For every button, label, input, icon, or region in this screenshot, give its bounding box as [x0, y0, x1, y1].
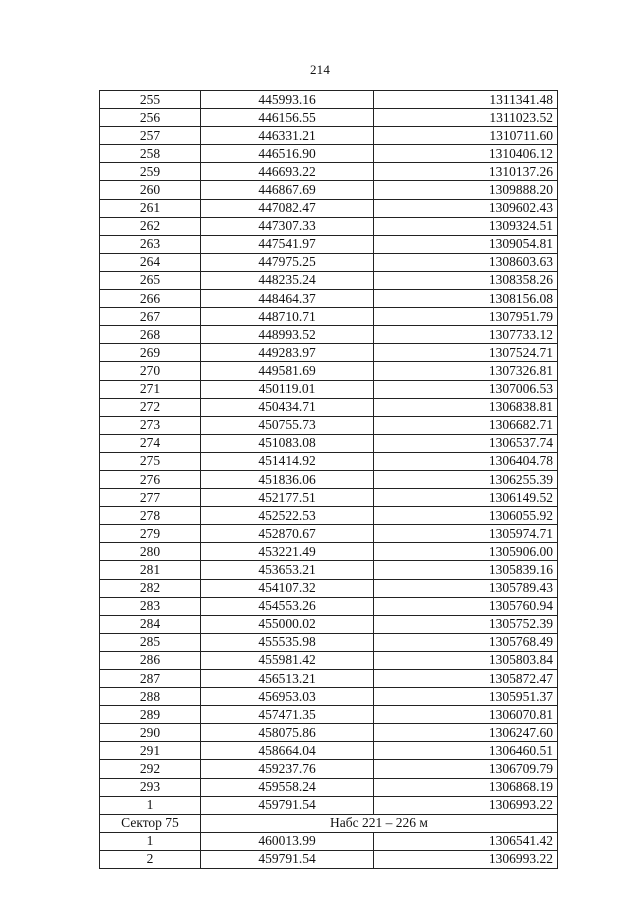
point-number-cell: 258: [100, 145, 201, 163]
y-coordinate-cell: 1305752.39: [374, 615, 558, 633]
y-coordinate-cell: 1306993.22: [374, 850, 558, 868]
x-coordinate-cell: 452522.53: [201, 507, 374, 525]
x-coordinate-cell: 446516.90: [201, 145, 374, 163]
table-row: [100, 561, 558, 579]
point-number-cell: 265: [100, 271, 201, 289]
table-row: [100, 217, 558, 235]
table-row: [100, 670, 558, 688]
x-coordinate-cell: 448710.71: [201, 308, 374, 326]
x-coordinate-cell: 449283.97: [201, 344, 374, 362]
y-coordinate-cell: 1305803.84: [374, 651, 558, 669]
point-number-cell: 266: [100, 290, 201, 308]
y-coordinate-cell: 1307733.12: [374, 326, 558, 344]
table-row: [100, 127, 558, 145]
y-coordinate-cell: 1306868.19: [374, 778, 558, 796]
point-number-cell: 288: [100, 688, 201, 706]
table-row: [100, 832, 558, 850]
table-row: [100, 308, 558, 326]
x-coordinate-cell: 450119.01: [201, 380, 374, 398]
point-number-cell: 255: [100, 91, 201, 109]
point-number-cell: 281: [100, 561, 201, 579]
table-row: [100, 507, 558, 525]
x-coordinate-cell: 445993.16: [201, 91, 374, 109]
table-row: [100, 235, 558, 253]
x-coordinate-cell: 452177.51: [201, 489, 374, 507]
y-coordinate-cell: 1306070.81: [374, 706, 558, 724]
table-row: [100, 109, 558, 127]
table-row: [100, 489, 558, 507]
coordinates-table: [99, 90, 558, 869]
y-coordinate-cell: 1309324.51: [374, 217, 558, 235]
point-number-cell: 272: [100, 398, 201, 416]
table-row: [100, 380, 558, 398]
table-row: [100, 181, 558, 199]
x-coordinate-cell: 455981.42: [201, 651, 374, 669]
table-row: [100, 470, 558, 488]
y-coordinate-cell: 1309888.20: [374, 181, 558, 199]
x-coordinate-cell: 458664.04: [201, 742, 374, 760]
table-row: [100, 398, 558, 416]
y-coordinate-cell: 1305789.43: [374, 579, 558, 597]
point-number-cell: 289: [100, 706, 201, 724]
point-number-cell: 283: [100, 597, 201, 615]
table-row: [100, 525, 558, 543]
table-row: [100, 452, 558, 470]
table-row: [100, 706, 558, 724]
point-number-cell: 286: [100, 651, 201, 669]
x-coordinate-cell: 452870.67: [201, 525, 374, 543]
table-row: [100, 760, 558, 778]
point-number-cell: 1: [100, 796, 201, 814]
table-row: [100, 597, 558, 615]
table-row: [100, 688, 558, 706]
table-row: [100, 91, 558, 109]
point-number-cell: 259: [100, 163, 201, 181]
y-coordinate-cell: 1307524.71: [374, 344, 558, 362]
section-label: Сектор 75: [100, 814, 201, 832]
y-coordinate-cell: 1309602.43: [374, 199, 558, 217]
y-coordinate-cell: 1310711.60: [374, 127, 558, 145]
x-coordinate-cell: 451083.08: [201, 434, 374, 452]
point-number-cell: 290: [100, 724, 201, 742]
table-row: [100, 199, 558, 217]
point-number-cell: 282: [100, 579, 201, 597]
y-coordinate-cell: 1309054.81: [374, 235, 558, 253]
x-coordinate-cell: 457471.35: [201, 706, 374, 724]
x-coordinate-cell: 460013.99: [201, 832, 374, 850]
point-number-cell: 261: [100, 199, 201, 217]
point-number-cell: 291: [100, 742, 201, 760]
point-number-cell: 280: [100, 543, 201, 561]
point-number-cell: 1: [100, 832, 201, 850]
table-row: [100, 434, 558, 452]
point-number-cell: 269: [100, 344, 201, 362]
point-number-cell: 293: [100, 778, 201, 796]
point-number-cell: 257: [100, 127, 201, 145]
point-number-cell: 271: [100, 380, 201, 398]
x-coordinate-cell: 446693.22: [201, 163, 374, 181]
y-coordinate-cell: 1306149.52: [374, 489, 558, 507]
y-coordinate-cell: 1306460.51: [374, 742, 558, 760]
x-coordinate-cell: 455535.98: [201, 633, 374, 651]
point-number-cell: 2: [100, 850, 201, 868]
section-header-row: [100, 814, 558, 832]
point-number-cell: 274: [100, 434, 201, 452]
y-coordinate-cell: 1311023.52: [374, 109, 558, 127]
table-row: [100, 326, 558, 344]
y-coordinate-cell: 1305839.16: [374, 561, 558, 579]
x-coordinate-cell: 459558.24: [201, 778, 374, 796]
point-number-cell: 270: [100, 362, 201, 380]
x-coordinate-cell: 454107.32: [201, 579, 374, 597]
y-coordinate-cell: 1308603.63: [374, 253, 558, 271]
y-coordinate-cell: 1306682.71: [374, 416, 558, 434]
table-row: [100, 850, 558, 868]
table-row: [100, 271, 558, 289]
table-row: [100, 145, 558, 163]
y-coordinate-cell: 1306993.22: [374, 796, 558, 814]
x-coordinate-cell: 448993.52: [201, 326, 374, 344]
x-coordinate-cell: 446331.21: [201, 127, 374, 145]
x-coordinate-cell: 447307.33: [201, 217, 374, 235]
x-coordinate-cell: 446156.55: [201, 109, 374, 127]
y-coordinate-cell: 1306255.39: [374, 470, 558, 488]
table-row: [100, 416, 558, 434]
point-number-cell: 263: [100, 235, 201, 253]
point-number-cell: 264: [100, 253, 201, 271]
y-coordinate-cell: 1306055.92: [374, 507, 558, 525]
page-number: 214: [309, 62, 331, 77]
point-number-cell: 256: [100, 109, 201, 127]
point-number-cell: 273: [100, 416, 201, 434]
y-coordinate-cell: 1305760.94: [374, 597, 558, 615]
table-row: [100, 163, 558, 181]
x-coordinate-cell: 451414.92: [201, 452, 374, 470]
x-coordinate-cell: 458075.86: [201, 724, 374, 742]
point-number-cell: 267: [100, 308, 201, 326]
x-coordinate-cell: 456513.21: [201, 670, 374, 688]
table-row: [100, 362, 558, 380]
point-number-cell: 275: [100, 452, 201, 470]
y-coordinate-cell: 1311341.48: [374, 91, 558, 109]
table-row: [100, 633, 558, 651]
y-coordinate-cell: 1306404.78: [374, 452, 558, 470]
x-coordinate-cell: 453221.49: [201, 543, 374, 561]
y-coordinate-cell: 1306541.42: [374, 832, 558, 850]
point-number-cell: 268: [100, 326, 201, 344]
table-row: [100, 778, 558, 796]
point-number-cell: 284: [100, 615, 201, 633]
x-coordinate-cell: 448235.24: [201, 271, 374, 289]
y-coordinate-cell: 1308156.08: [374, 290, 558, 308]
point-number-cell: 285: [100, 633, 201, 651]
x-coordinate-cell: 447975.25: [201, 253, 374, 271]
x-coordinate-cell: 451836.06: [201, 470, 374, 488]
point-number-cell: 287: [100, 670, 201, 688]
table-row: [100, 579, 558, 597]
section-height-range: Набс 221 – 226 м: [201, 814, 558, 832]
y-coordinate-cell: 1310406.12: [374, 145, 558, 163]
table-row: [100, 290, 558, 308]
y-coordinate-cell: 1310137.26: [374, 163, 558, 181]
y-coordinate-cell: 1308358.26: [374, 271, 558, 289]
point-number-cell: 277: [100, 489, 201, 507]
table-row: [100, 742, 558, 760]
point-number-cell: 262: [100, 217, 201, 235]
y-coordinate-cell: 1305951.37: [374, 688, 558, 706]
x-coordinate-cell: 456953.03: [201, 688, 374, 706]
x-coordinate-cell: 450755.73: [201, 416, 374, 434]
x-coordinate-cell: 455000.02: [201, 615, 374, 633]
x-coordinate-cell: 447541.97: [201, 235, 374, 253]
x-coordinate-cell: 459791.54: [201, 850, 374, 868]
y-coordinate-cell: 1305974.71: [374, 525, 558, 543]
x-coordinate-cell: 449581.69: [201, 362, 374, 380]
point-number-cell: 278: [100, 507, 201, 525]
table-row: [100, 253, 558, 271]
table-row: [100, 615, 558, 633]
x-coordinate-cell: 459237.76: [201, 760, 374, 778]
x-coordinate-cell: 448464.37: [201, 290, 374, 308]
point-number-cell: 276: [100, 470, 201, 488]
y-coordinate-cell: 1306537.74: [374, 434, 558, 452]
y-coordinate-cell: 1307006.53: [374, 380, 558, 398]
table-row: [100, 724, 558, 742]
table-row: [100, 543, 558, 561]
point-number-cell: 279: [100, 525, 201, 543]
y-coordinate-cell: 1306247.60: [374, 724, 558, 742]
y-coordinate-cell: 1305768.49: [374, 633, 558, 651]
point-number-cell: 260: [100, 181, 201, 199]
table-row: [100, 344, 558, 362]
y-coordinate-cell: 1305906.00: [374, 543, 558, 561]
x-coordinate-cell: 454553.26: [201, 597, 374, 615]
y-coordinate-cell: 1305872.47: [374, 670, 558, 688]
x-coordinate-cell: 453653.21: [201, 561, 374, 579]
x-coordinate-cell: 459791.54: [201, 796, 374, 814]
x-coordinate-cell: 447082.47: [201, 199, 374, 217]
coordinates-table-body: [100, 91, 558, 869]
x-coordinate-cell: 450434.71: [201, 398, 374, 416]
y-coordinate-cell: 1307951.79: [374, 308, 558, 326]
y-coordinate-cell: 1306709.79: [374, 760, 558, 778]
y-coordinate-cell: 1307326.81: [374, 362, 558, 380]
table-row: [100, 796, 558, 814]
table-row: [100, 651, 558, 669]
x-coordinate-cell: 446867.69: [201, 181, 374, 199]
point-number-cell: 292: [100, 760, 201, 778]
y-coordinate-cell: 1306838.81: [374, 398, 558, 416]
